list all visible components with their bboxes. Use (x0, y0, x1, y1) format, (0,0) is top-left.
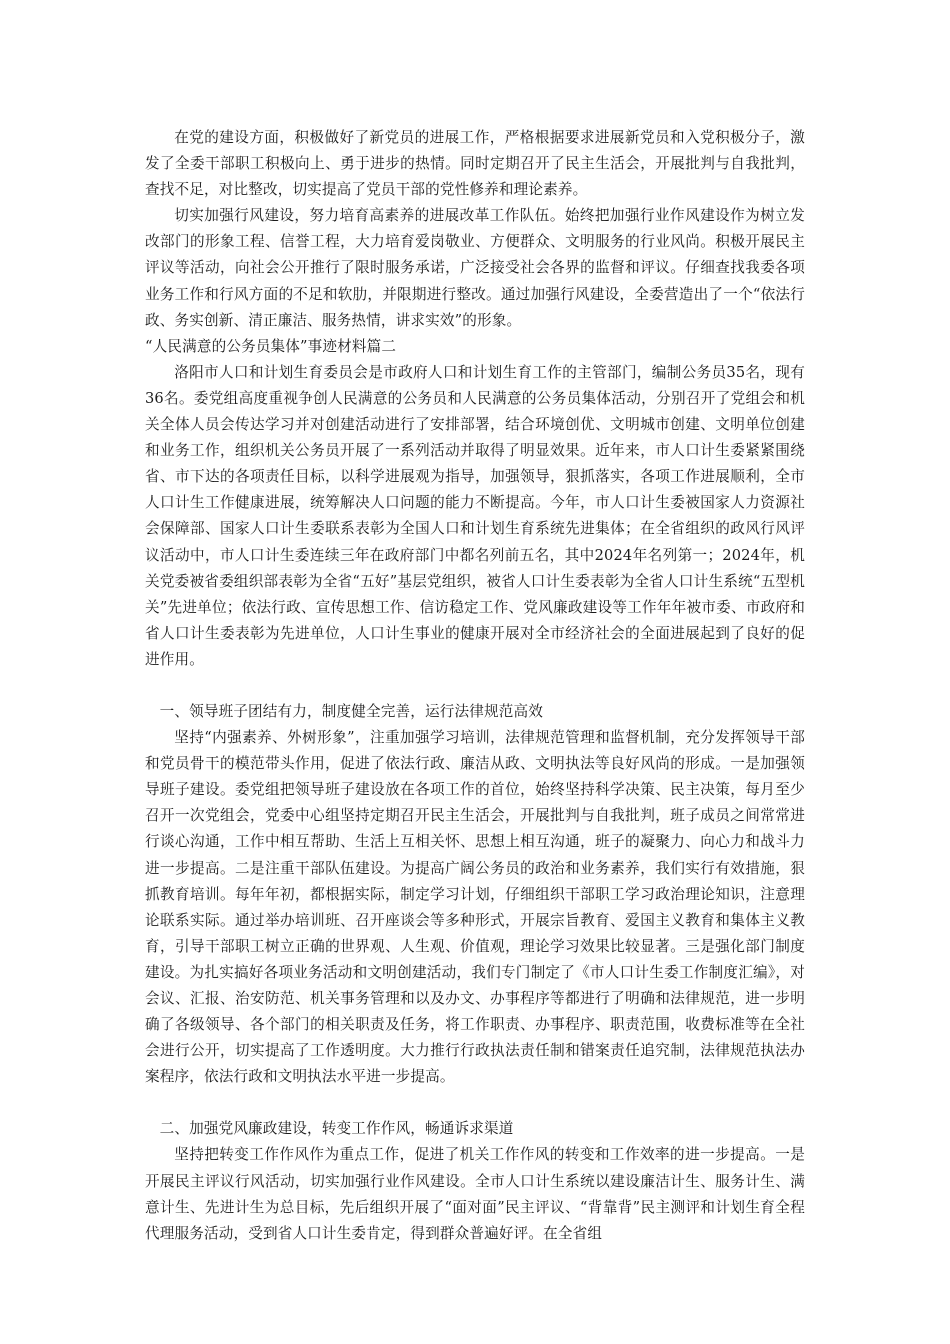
paragraph-style-building: 切实加强行风建设，努力培育高素养的进展改革工作队伍。始终把加强行业作风建设作为树立发改部门的形象工程、信誉工程，大力培育爱岗敬业、方便群众、文明服务的行业风尚。积极开展民主评议等活动，向社会公开推行了限时服务承诺，广泛接受社会各界的监督和评议。仔细查找我委各项业务工作和行风方面的不足和软肋，并限期进行整改。通过加强行风建设，全委营造出了一个“依法行政、务实创新、清正廉洁、服务热情，讲求实效”的形象。 (145, 207, 805, 329)
section-title: “人民满意的公务员集体”事迹材料篇二 (145, 337, 397, 355)
blank-line (145, 1090, 805, 1116)
paragraph-integrity: 坚持把转变工作作风作为重点工作，促进了机关工作作风的转变和工作效率的进一步提高。一是开展民主评议行风活动，切实加强行业作风建设。全市人口计生系统以建设廉洁计生、服务计生、满意计生、先进计生为总目标，先后组织开展了“面对面”民主评议、“背靠背”民主测评和计划生育全程代理服务活动，受到省人口计生委肯定，得到群众普遍好评。在全省组 (145, 1146, 805, 1242)
heading-one: 一、领导班子团结有力，制度健全完善，运行法律规范高效 (159, 702, 543, 720)
paragraph-luoyang-intro: 洛阳市人口和计划生育委员会是市政府人口和计划生育工作的主管部门，编制公务员35名，现有36名。委党组高度重视争创人民满意的公务员和人民满意的公务员集体活动，分别召开了党组会和机关全体人员会传达学习并对创建活动进行了安排部署，结合环境创优、文明城市创建、文明单位创建和业务工作，组织机关公务员开展了一系列活动并取得了明显效果。近年来，市人口计生委紧紧围绕省、市下达的各项责任目标，以科学进展观为指导，加强领导，狠抓落实，各项工作进展顺利，全市人口计生工作健康进展，统筹解决人口问题的能力不断提高。今年，市人口计生委被国家人力资源社会保障部、国家人口计生委联系表彰为全国人口和计划生育系统先进集体；在全省组织的政风行风评议活动中，市人口计生委连续三年在政府部门中都名列前五名，其中2024年名列第一；2024年，机关党委被省委组织部表彰为全省“五好”基层党组织，被省人口计生委表彰为全省人口计生系统“五型机关”先进单位；依法行政、宣传思想工作、信访稳定工作、党风廉政建设等工作年年被市委、市政府和省人口计生委表彰为先进单位，人口计生事业的健康开展对全市经济社会的全面进展起到了良好的促进作用。 (145, 363, 805, 668)
document-page (145, 125, 805, 1247)
blank-line (145, 673, 805, 699)
heading-two: 二、加强党风廉政建设，转变工作作风，畅通诉求渠道 (159, 1120, 514, 1138)
paragraph-party-building: 在党的建设方面，积极做好了新党员的进展工作，严格根据要求进展新党员和入党积极分子，激发了全委干部职工积极向上、勇于进步的热情。同时定期召开了民主生活会，开展批判与自我批判，查找不足，对比整改，切实提高了党员干部的党性修养和理论素养。 (145, 129, 805, 199)
paragraph-leadership: 坚持“内强素养、外树形象”，注重加强学习培训，法律规范管理和监督机制，充分发挥领导干部和党员骨干的模范带头作用，促进了依法行政、廉洁从政、文明执法等良好风尚的形成。一是加强领导班子建设。委党组把领导班子建设放在各项工作的首位，始终坚持科学决策、民主决策，每月至少召开一次党组会，党委中心组坚持定期召开民主生活会，开展批判与自我批判，班子成员之间常常进行谈心沟通，工作中相互帮助、生活上互相关怀、思想上相互沟通，班子的凝聚力、向心力和战斗力进一步提高。二是注重干部队伍建设。为提高广阔公务员的政治和业务素养，我们实行有效措施，狠抓教育培训。每年年初，都根据实际，制定学习计划，仔细组织干部职工学习政治理论知识，注意理论联系实际。通过举办培训班、召开座谈会等多种形式，开展宗旨教育、爱国主义教育和集体主义教育，引导干部职工树立正确的世界观、人生观、价值观，理论学习效果比较显著。三是强化部门制度建设。为扎实搞好各项业务活动和文明创建活动，我们专门制定了《市人口计生委工作制度汇编》，对会议、汇报、治安防范、机关事务管理和以及办文、办事程序等都进行了明确和法律规范，进一步明确了各级领导、各个部门的相关职责及任务，将工作职责、办事程序、职责范围，收费标准等在全社会进行公开，切实提高了工作透明度。大力推行行政执法责任制和错案责任追究制，法律规范执法办案程序，依法行政和文明执法水平进一步提高。 (145, 729, 805, 1086)
